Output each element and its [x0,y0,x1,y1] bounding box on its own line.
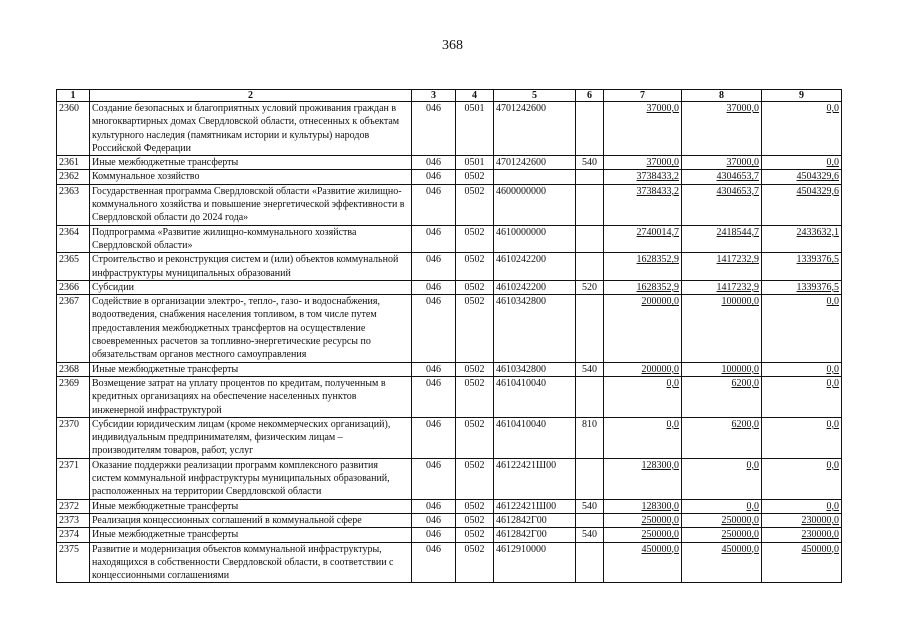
cell-target-code: 4600000000 [494,184,576,225]
row-index: 2375 [57,542,90,583]
row-name: Содействие в организации электро-, тепло-, газо- и водоснабжения, водоотведения, снабжения населения топливом, в том числе путем предоставления межбюджетных трансфертов на осуществление своевременных расчетов за топливно-энергетические ресурсы по обязательствам органов местного самоуправления [90,295,412,362]
table-row [57,253,842,281]
cell-amount-col7-value: 250000,0 [641,529,679,541]
cell-ministry-code: 046 [412,156,456,170]
row-index: 2369 [57,376,90,417]
cell-section-code: 0502 [456,417,494,458]
table-row [57,170,842,184]
cell-amount-col9 [762,184,842,225]
cell-target-code: 4701242600 [494,156,576,170]
cell-amount-col9 [762,362,842,376]
cell-section-code: 0501 [456,102,494,156]
cell-section-code: 0502 [456,280,494,294]
header-row [57,90,842,102]
cell-section-code: 0502 [456,542,494,583]
row-name: Субсидии юридическим лицам (кроме некоммерческих организаций), индивидуальным предпринимателям, физическим лицам – производителям товаров, работ, услуг [90,417,412,458]
cell-amount-col7-value: 450000,0 [641,543,679,555]
cell-amount-col7 [604,362,682,376]
table-row [57,280,842,294]
cell-expense-type: 810 [576,417,604,458]
cell-amount-col9-value: 1339376,5 [796,254,839,266]
row-name: Возмещение затрат на уплату процентов по кредитам, полученным в кредитных организациях на обеспечение населенных пунктов инженерной инфраструктурой [90,376,412,417]
cell-ministry-code: 046 [412,542,456,583]
cell-ministry-code: 046 [412,458,456,499]
cell-amount-col8-value: 37000,0 [726,103,759,114]
cell-amount-col9-value: 0,0 [826,157,839,169]
row-name: Коммунальное хозяйство [90,170,412,184]
cell-section-code: 0502 [456,499,494,513]
cell-amount-col8-value: 100000,0 [721,363,759,375]
cell-expense-type [576,253,604,281]
row-index: 2372 [57,499,90,513]
cell-expense-type: 540 [576,156,604,170]
cell-ministry-code: 046 [412,417,456,458]
cell-ministry-code: 046 [412,376,456,417]
cell-amount-col8-value: 0,0 [746,459,759,471]
table-row [57,295,842,362]
row-index: 2361 [57,156,90,170]
cell-target-code: 46122421Ш00 [494,499,576,513]
header-col-6: 6 [576,90,604,102]
cell-amount-col8 [682,362,762,376]
cell-amount-col7-value: 200000,0 [641,363,679,375]
cell-amount-col9 [762,225,842,253]
cell-amount-col7 [604,499,682,513]
cell-amount-col8-value: 250000,0 [721,514,759,526]
cell-expense-type: 520 [576,280,604,294]
table-row [57,102,842,156]
cell-amount-col7-value: 1628352,9 [636,254,679,266]
cell-amount-col7 [604,513,682,527]
cell-amount-col9-value: 4504329,6 [796,185,839,197]
header-col-7: 7 [604,90,682,102]
cell-amount-col7 [604,458,682,499]
cell-ministry-code: 046 [412,170,456,184]
cell-target-code: 4612842Г00 [494,513,576,527]
cell-amount-col8 [682,170,762,184]
row-index: 2363 [57,184,90,225]
cell-amount-col8-value: 6200,0 [731,377,759,389]
cell-amount-col9-value: 0,0 [826,103,839,114]
row-name: Строительство и реконструкция систем и (или) объектов коммунальной инфраструктуры муниципальных образований [90,253,412,281]
table-row [57,184,842,225]
cell-amount-col8 [682,225,762,253]
cell-amount-col9 [762,528,842,542]
cell-expense-type [576,542,604,583]
header-col-1: 1 [57,90,90,102]
row-name: Иные межбюджетные трансферты [90,499,412,513]
cell-amount-col9-value: 1339376,5 [796,281,839,293]
row-name: Реализация концессионных соглашений в коммунальной сфере [90,513,412,527]
row-name: Государственная программа Свердловской области «Развитие жилищно-коммунального хозяйства и повышение энергетической эффективности в Свердловской области до 2024 года» [90,184,412,225]
cell-amount-col9-value: 0,0 [826,296,839,308]
cell-target-code: 4612842Г00 [494,528,576,542]
row-index: 2366 [57,280,90,294]
cell-section-code: 0502 [456,295,494,362]
cell-amount-col8 [682,156,762,170]
cell-amount-col7-value: 3738433,2 [636,185,679,197]
cell-amount-col9 [762,417,842,458]
cell-target-code: 4610342800 [494,295,576,362]
row-name: Иные межбюджетные трансферты [90,156,412,170]
table-row [57,225,842,253]
cell-ministry-code: 046 [412,253,456,281]
cell-amount-col7 [604,170,682,184]
cell-amount-col7 [604,184,682,225]
cell-section-code: 0502 [456,362,494,376]
cell-amount-col9-value: 230000,0 [801,529,839,541]
cell-amount-col7 [604,102,682,156]
header-col-5: 5 [494,90,576,102]
cell-amount-col8 [682,528,762,542]
cell-amount-col9-value: 230000,0 [801,514,839,526]
cell-target-code: 4610342800 [494,362,576,376]
cell-amount-col7-value: 0,0 [666,377,679,389]
cell-target-code: 4612910000 [494,542,576,583]
row-name: Иные межбюджетные трансферты [90,362,412,376]
cell-amount-col9-value: 0,0 [826,500,839,512]
cell-amount-col7-value: 128300,0 [641,500,679,512]
cell-amount-col7 [604,156,682,170]
cell-amount-col9-value: 0,0 [826,363,839,375]
row-index: 2370 [57,417,90,458]
cell-amount-col8 [682,102,762,156]
cell-ministry-code: 046 [412,102,456,156]
cell-amount-col7 [604,542,682,583]
cell-amount-col9-value: 2433632,1 [796,226,839,238]
cell-amount-col7 [604,376,682,417]
row-name: Иные межбюджетные трансферты [90,528,412,542]
cell-ministry-code: 046 [412,184,456,225]
header-col-2: 2 [90,90,412,102]
cell-expense-type: 540 [576,499,604,513]
cell-amount-col9 [762,102,842,156]
cell-amount-col8 [682,280,762,294]
cell-amount-col9-value: 0,0 [826,418,839,430]
row-index: 2371 [57,458,90,499]
cell-expense-type [576,102,604,156]
header-col-9: 9 [762,90,842,102]
cell-amount-col7 [604,528,682,542]
cell-expense-type [576,225,604,253]
cell-section-code: 0502 [456,253,494,281]
cell-amount-col8-value: 6200,0 [731,418,759,430]
cell-amount-col7 [604,253,682,281]
row-index: 2362 [57,170,90,184]
header-col-4: 4 [456,90,494,102]
cell-amount-col8 [682,253,762,281]
budget-table [56,89,842,583]
cell-amount-col7-value: 37000,0 [646,103,679,114]
cell-target-code: 4701242600 [494,102,576,156]
cell-amount-col8 [682,295,762,362]
cell-amount-col9 [762,376,842,417]
row-index: 2374 [57,528,90,542]
cell-expense-type [576,513,604,527]
cell-ministry-code: 046 [412,295,456,362]
table-row [57,513,842,527]
cell-amount-col8 [682,458,762,499]
cell-amount-col7-value: 1628352,9 [636,281,679,293]
cell-amount-col9 [762,253,842,281]
cell-target-code: 4610410040 [494,376,576,417]
cell-section-code: 0502 [456,170,494,184]
table-row [57,499,842,513]
row-name: Развитие и модернизация объектов коммунальной инфраструктуры, находящихся в собственности Свердловской области, в соответствии с концессионными соглашениями [90,542,412,583]
row-index: 2364 [57,225,90,253]
cell-amount-col9 [762,458,842,499]
cell-amount-col7-value: 3738433,2 [636,171,679,183]
cell-amount-col8-value: 4304653,7 [716,171,759,183]
cell-amount-col9 [762,156,842,170]
cell-expense-type: 540 [576,528,604,542]
header-col-3: 3 [412,90,456,102]
cell-amount-col7-value: 2740014,7 [636,226,679,238]
page-number: 368 [442,38,463,53]
cell-target-code: 4610242200 [494,253,576,281]
cell-amount-col8-value: 1417232,9 [716,281,759,293]
cell-amount-col9-value: 0,0 [826,459,839,471]
table-body [57,102,842,583]
cell-amount-col8 [682,513,762,527]
cell-section-code: 0501 [456,156,494,170]
cell-expense-type [576,295,604,362]
cell-target-code: 4610410040 [494,417,576,458]
cell-expense-type [576,184,604,225]
cell-amount-col8 [682,499,762,513]
cell-ministry-code: 046 [412,362,456,376]
cell-section-code: 0502 [456,184,494,225]
table-row [57,376,842,417]
cell-amount-col8-value: 37000,0 [726,157,759,169]
cell-amount-col9 [762,170,842,184]
cell-ministry-code: 046 [412,528,456,542]
cell-section-code: 0502 [456,513,494,527]
cell-expense-type [576,458,604,499]
cell-amount-col8-value: 0,0 [746,500,759,512]
cell-section-code: 0502 [456,458,494,499]
row-index: 2367 [57,295,90,362]
cell-amount-col7 [604,280,682,294]
cell-ministry-code: 046 [412,225,456,253]
cell-amount-col7 [604,417,682,458]
row-index: 2368 [57,362,90,376]
cell-amount-col7-value: 0,0 [666,418,679,430]
cell-amount-col9-value: 450000,0 [801,543,839,555]
cell-amount-col7-value: 37000,0 [646,157,679,169]
cell-ministry-code: 046 [412,499,456,513]
cell-amount-col7-value: 200000,0 [641,296,679,308]
cell-amount-col7-value: 250000,0 [641,514,679,526]
cell-amount-col8-value: 100000,0 [721,296,759,308]
cell-amount-col8 [682,184,762,225]
cell-expense-type [576,170,604,184]
cell-target-code: 46122421Ш00 [494,458,576,499]
table-row [57,362,842,376]
row-name: Оказание поддержки реализации программ комплексного развития систем коммунальной инфраструктуры муниципальных образований, расположенных на территории Свердловской области [90,458,412,499]
cell-amount-col8-value: 450000,0 [721,543,759,555]
cell-amount-col9 [762,542,842,583]
table-row [57,156,842,170]
cell-amount-col9 [762,295,842,362]
cell-amount-col8 [682,376,762,417]
row-index: 2365 [57,253,90,281]
cell-target-code: 4610242200 [494,280,576,294]
cell-expense-type [576,376,604,417]
cell-amount-col8 [682,542,762,583]
cell-amount-col9 [762,499,842,513]
cell-target-code: 4610000000 [494,225,576,253]
cell-section-code: 0502 [456,225,494,253]
cell-amount-col8-value: 250000,0 [721,529,759,541]
row-name: Субсидии [90,280,412,294]
cell-amount-col7 [604,295,682,362]
row-index: 2373 [57,513,90,527]
table-row [57,528,842,542]
cell-ministry-code: 046 [412,513,456,527]
header-col-8: 8 [682,90,762,102]
cell-amount-col8-value: 4304653,7 [716,185,759,197]
cell-amount-col9 [762,513,842,527]
table-row [57,417,842,458]
cell-amount-col9-value: 4504329,6 [796,171,839,183]
row-name: Подпрограмма «Развитие жилищно-коммунального хозяйства Свердловской области» [90,225,412,253]
cell-amount-col7 [604,225,682,253]
table-row [57,458,842,499]
cell-section-code: 0502 [456,528,494,542]
cell-amount-col8-value: 2418544,7 [716,226,759,238]
cell-amount-col8 [682,417,762,458]
cell-target-code [494,170,576,184]
cell-ministry-code: 046 [412,280,456,294]
cell-amount-col9-value: 0,0 [826,377,839,389]
cell-section-code: 0502 [456,376,494,417]
cell-amount-col9 [762,280,842,294]
row-index: 2360 [57,102,90,156]
cell-expense-type: 540 [576,362,604,376]
row-name: Создание безопасных и благоприятных условий проживания граждан в многоквартирных домах Свердловской области, отнесенных к объектам культурного наследия (памятникам истории и культуры) народов Российской Федерации [90,102,412,156]
cell-amount-col7-value: 128300,0 [641,459,679,471]
table-row [57,542,842,583]
cell-amount-col8-value: 1417232,9 [716,254,759,266]
